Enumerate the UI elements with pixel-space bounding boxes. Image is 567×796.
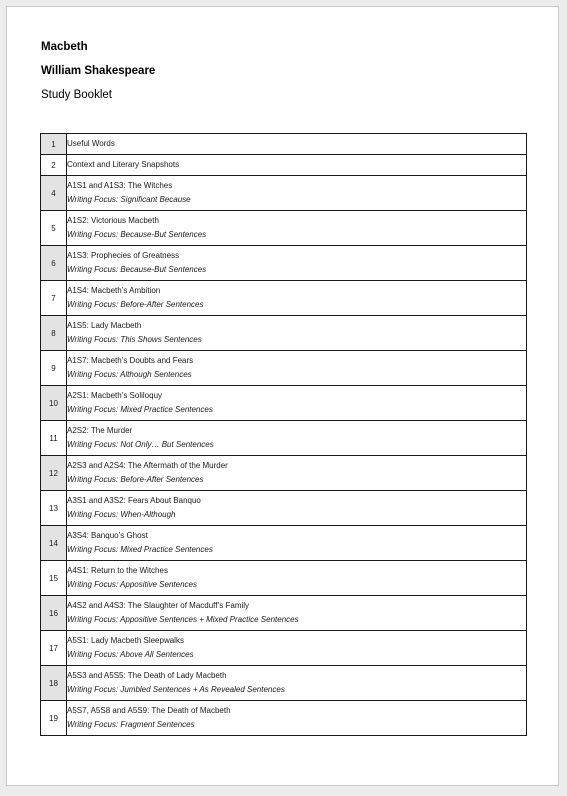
section-title: A2S2: The Murder [67, 426, 133, 435]
section-title: A1S1 and A1S3: The Witches [67, 181, 173, 190]
page-number-cell: 7 [41, 281, 67, 316]
section-cell [67, 631, 527, 666]
table-row [41, 134, 527, 155]
section-cell [67, 211, 527, 246]
writing-focus: Writing Focus: This Shows Sentences [67, 335, 202, 344]
document-title: Macbeth [41, 41, 88, 53]
writing-focus: Writing Focus: Jumbled Sentences + As Revealed Sentences [67, 685, 285, 694]
section-title: A3S1 and A3S2: Fears About Banquo [67, 496, 201, 505]
writing-focus: Writing Focus: Above All Sentences [67, 650, 194, 659]
page-number-cell: 4 [41, 176, 67, 211]
page-number-cell: 13 [41, 491, 67, 526]
section-title: Context and Literary Snapshots [67, 160, 180, 169]
writing-focus: Writing Focus: Although Sentences [67, 370, 192, 379]
page-number-cell: 14 [41, 526, 67, 561]
writing-focus: Writing Focus: Because-But Sentences [67, 265, 207, 274]
section-cell [67, 596, 527, 631]
page-number-cell: 8 [41, 316, 67, 351]
table-row [41, 351, 527, 386]
page-number-cell: 11 [41, 421, 67, 456]
section-title: A1S7: Macbeth’s Doubts and Fears [67, 356, 194, 365]
writing-focus: Writing Focus: Mixed Practice Sentences [67, 405, 213, 414]
table-row [41, 701, 527, 736]
writing-focus: Writing Focus: Fragment Sentences [67, 720, 195, 729]
contents-table-body [41, 134, 527, 736]
page-number-cell: 1 [41, 134, 67, 155]
contents-table [40, 133, 527, 736]
section-title: A5S7, A5S8 and A5S9: The Death of Macbeth [67, 706, 231, 715]
section-cell [67, 561, 527, 596]
section-cell [67, 666, 527, 701]
table-row [41, 211, 527, 246]
section-cell [67, 176, 527, 211]
section-title: A1S2: Victorious Macbeth [67, 216, 159, 225]
table-row [41, 155, 527, 176]
page-number-cell: 5 [41, 211, 67, 246]
table-row [41, 386, 527, 421]
section-cell [67, 134, 527, 155]
document-page [6, 6, 559, 786]
writing-focus: Writing Focus: Because-But Sentences [67, 230, 207, 239]
writing-focus: Writing Focus: Appositive Sentences [67, 580, 197, 589]
section-cell [67, 246, 527, 281]
document-author: William Shakespeare [41, 65, 156, 77]
section-cell [67, 526, 527, 561]
page-number-cell: 10 [41, 386, 67, 421]
section-cell [67, 316, 527, 351]
writing-focus: Writing Focus: Appositive Sentences + Mixed Practice Sentences [67, 615, 299, 624]
page-number-cell: 18 [41, 666, 67, 701]
page-number-cell: 15 [41, 561, 67, 596]
section-cell [67, 491, 527, 526]
section-cell [67, 351, 527, 386]
writing-focus: Writing Focus: Mixed Practice Sentences [67, 545, 213, 554]
table-row [41, 561, 527, 596]
section-title: A2S1: Macbeth’s Soliloquy [67, 391, 163, 400]
section-cell [67, 281, 527, 316]
section-cell [67, 386, 527, 421]
section-title: Useful Words [67, 139, 115, 148]
table-row [41, 526, 527, 561]
table-row [41, 491, 527, 526]
writing-focus: Writing Focus: Not Only… But Sentences [67, 440, 214, 449]
writing-focus: Writing Focus: Before-After Sentences [67, 475, 204, 484]
page-number-cell: 2 [41, 155, 67, 176]
page-number-cell: 6 [41, 246, 67, 281]
section-title: A4S2 and A4S3: The Slaughter of Macduff’s Family [67, 601, 250, 610]
section-title: A2S3 and A2S4: The Aftermath of the Murder [67, 461, 228, 470]
section-cell [67, 701, 527, 736]
section-title: A5S3 and A5S5: The Death of Lady Macbeth [67, 671, 227, 680]
page-number-cell: 9 [41, 351, 67, 386]
table-row [41, 456, 527, 491]
section-title: A3S4: Banquo’s Ghost [67, 531, 148, 540]
section-cell [67, 456, 527, 491]
page-number-cell: 19 [41, 701, 67, 736]
page-number-cell: 17 [41, 631, 67, 666]
section-cell [67, 155, 527, 176]
table-row [41, 281, 527, 316]
page-number-cell: 12 [41, 456, 67, 491]
section-title: A5S1: Lady Macbeth Sleepwalks [67, 636, 184, 645]
page-number-cell: 16 [41, 596, 67, 631]
writing-focus: Writing Focus: Before-After Sentences [67, 300, 204, 309]
table-row [41, 596, 527, 631]
section-title: A1S3: Prophecies of Greatness [67, 251, 180, 260]
writing-focus: Writing Focus: Significant Because [67, 195, 191, 204]
table-row [41, 631, 527, 666]
table-row [41, 421, 527, 456]
table-row [41, 176, 527, 211]
table-row [41, 666, 527, 701]
table-row [41, 246, 527, 281]
writing-focus: Writing Focus: When-Although [67, 510, 176, 519]
section-title: A1S4: Macbeth’s Ambition [67, 286, 161, 295]
section-title: A1S5: Lady Macbeth [67, 321, 142, 330]
table-row [41, 316, 527, 351]
document-subtitle: Study Booklet [41, 89, 112, 101]
section-title: A4S1: Return to the Witches [67, 566, 168, 575]
section-cell [67, 421, 527, 456]
